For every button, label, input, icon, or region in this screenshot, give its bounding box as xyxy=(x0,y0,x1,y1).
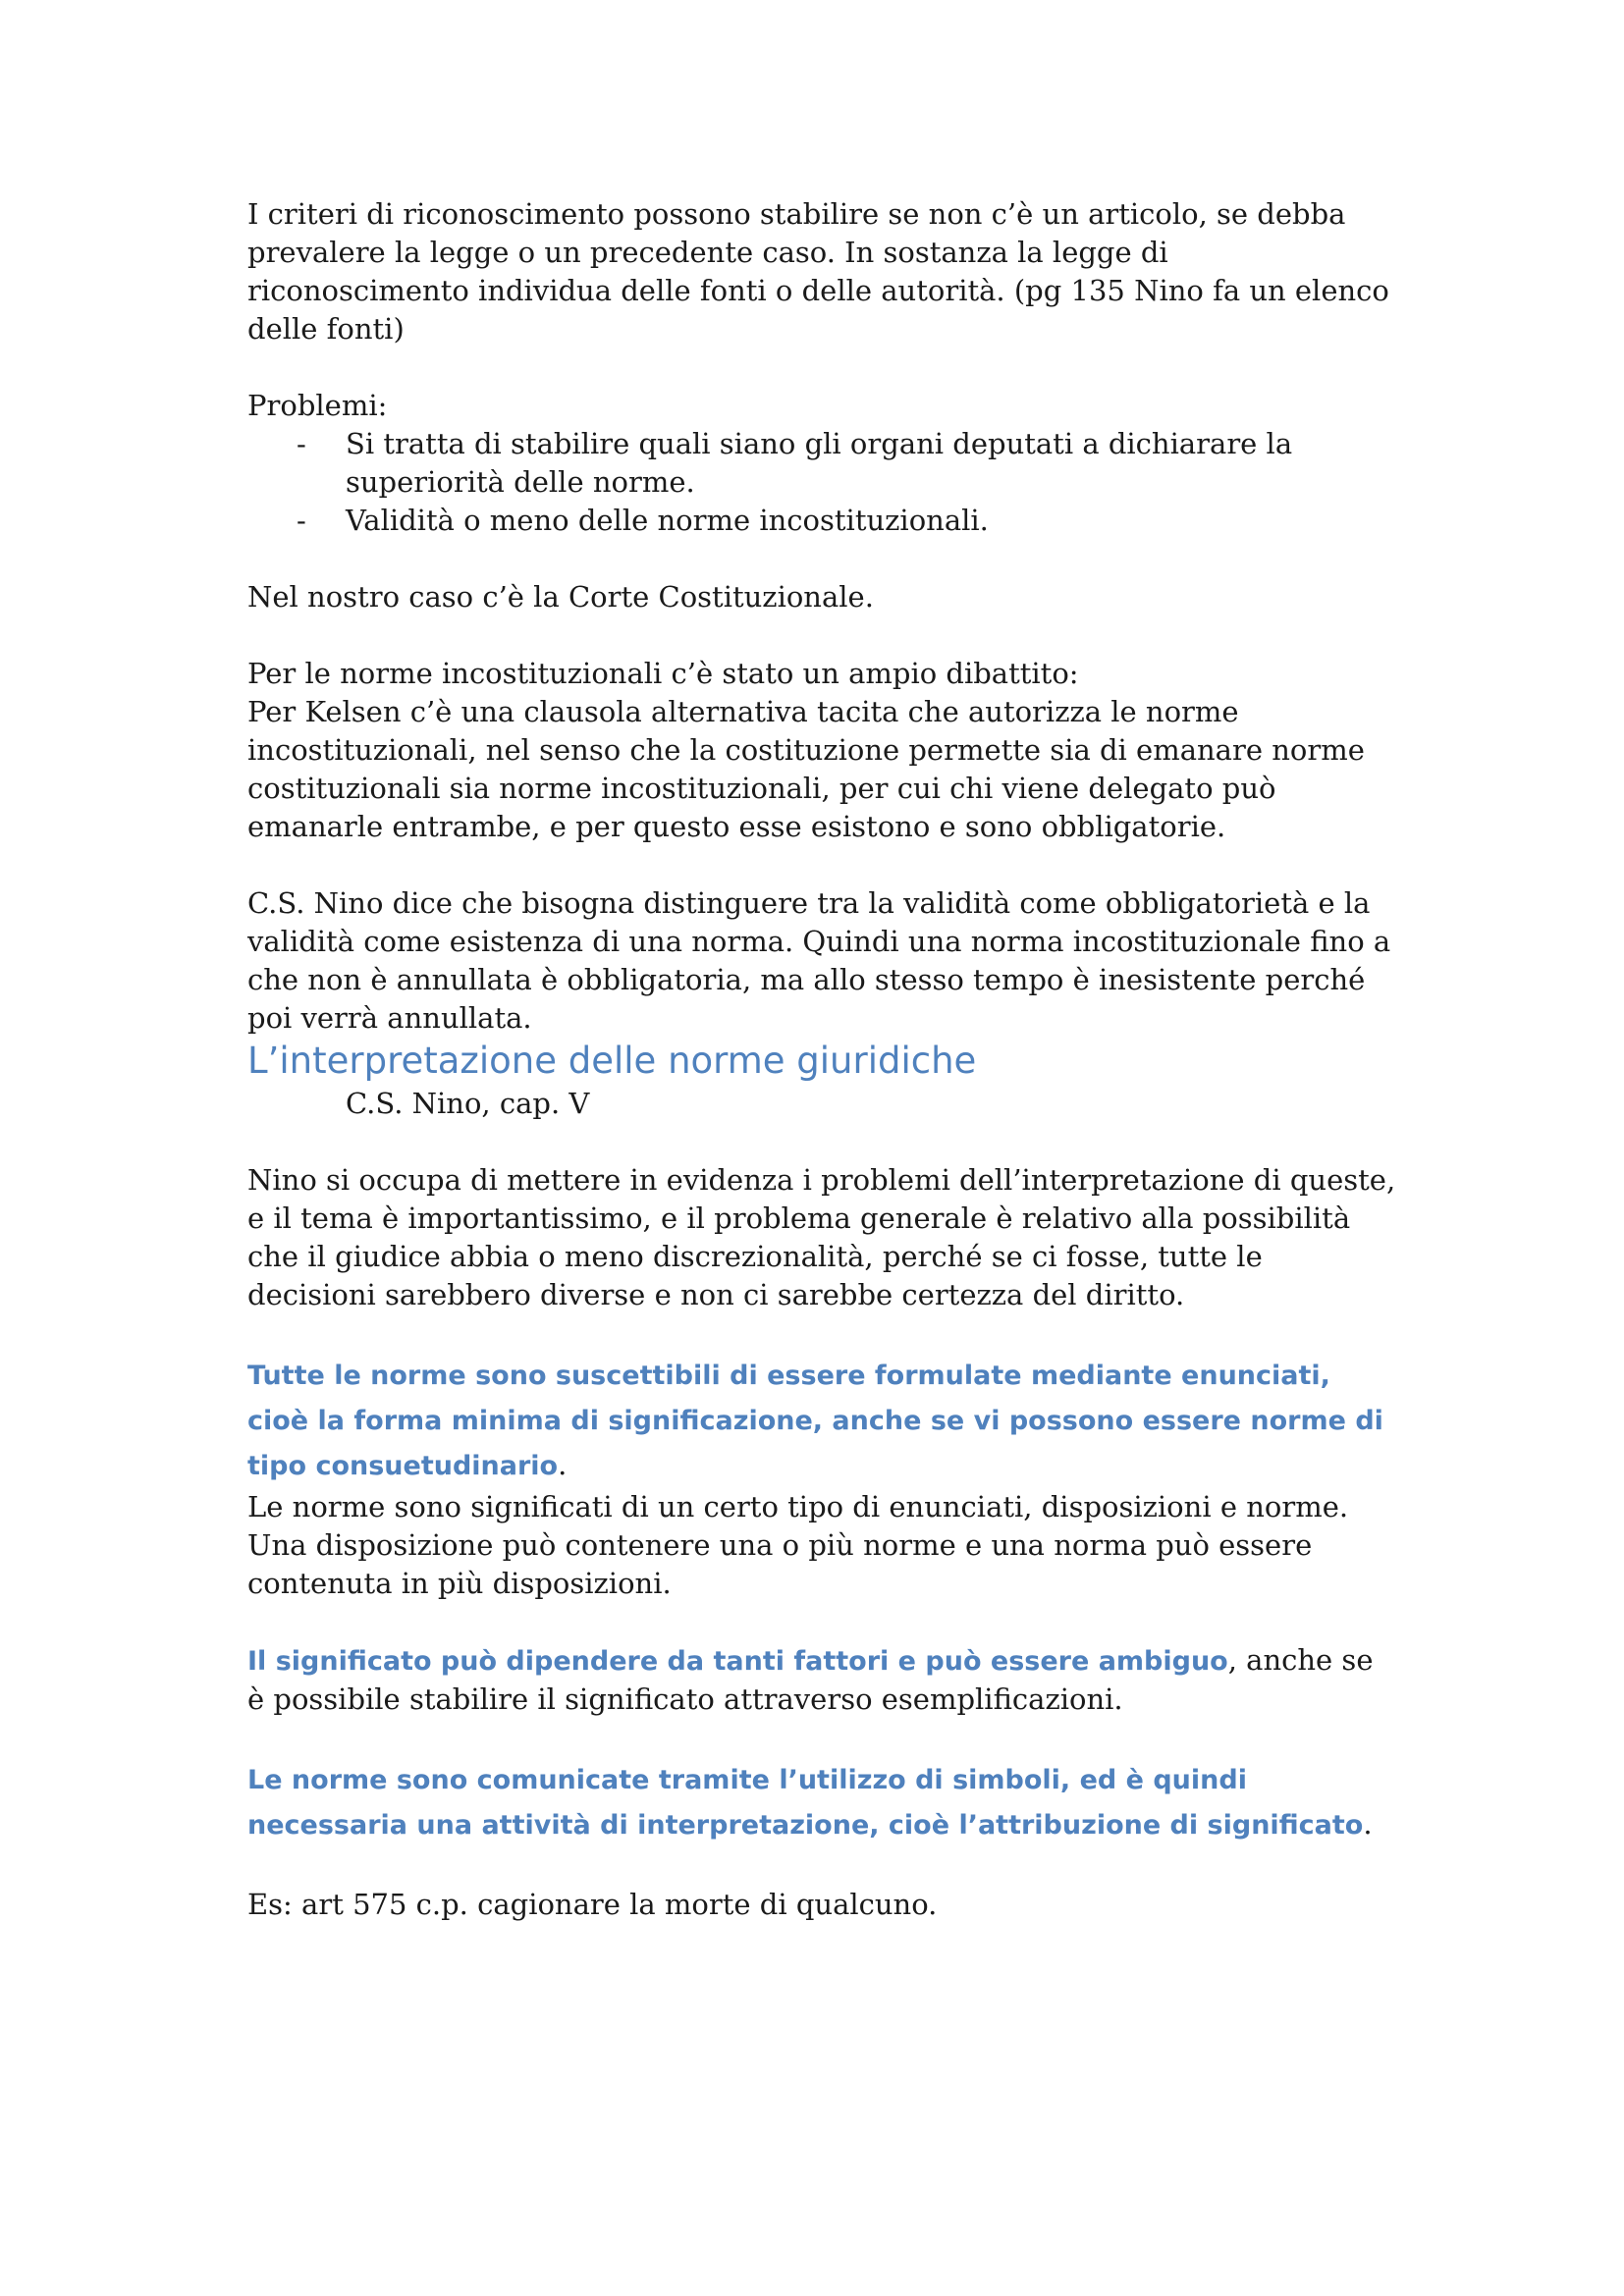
list-item xyxy=(247,502,1396,540)
section-heading: L’interpretazione delle norme giuridiche xyxy=(247,1040,977,1082)
section-subheading: C.S. Nino, cap. V xyxy=(346,1087,590,1120)
problems-list xyxy=(247,425,1396,540)
paragraph-recognition-criteria: I criteri di riconoscimento possono stabilire se non c’è un articolo, se debba prevalere la legge o un precedente caso. In sostanza la legge di riconoscimento individua delle fonti o delle autorità. (pg 135 Nino fa un elenco delle fonti) xyxy=(247,197,1389,346)
problems-label: Problemi: xyxy=(247,389,388,422)
list-item-text: Si tratta di stabilire quali siano gli organi deputati a dichiarare la superiorità delle norme. xyxy=(346,427,1293,499)
paragraph-debate-intro: Per le norme incostituzionali c’è stato un ampio dibattito: xyxy=(247,657,1079,690)
paragraph-tail: , anche se è possibile stabilire il significato attraverso esemplificazioni. xyxy=(247,1643,1374,1716)
paragraph-symbols xyxy=(247,1757,1396,1847)
paragraph-interpretation-problems: Nino si occupa di mettere in evidenza i problemi dell’interpretazione di queste, e il tema è importantissimo, e il problema generale è relativo alla possibilità che il giudice abbia o meno discrezionalità, perché se ci fosse, tutte le decisioni sarebbero diverse e non ci sarebbe certezza del diritto. xyxy=(247,1163,1396,1311)
paragraph-enunciati xyxy=(247,1353,1396,1488)
bullet-dash: - xyxy=(297,427,306,460)
paragraph-tail: . xyxy=(1363,1807,1373,1841)
document-body xyxy=(247,195,1396,1924)
list-item-text: Validità o meno delle norme incostituzionali. xyxy=(346,504,989,537)
highlighted-text: Il significato può dipendere da tanti fattori e può essere ambiguo xyxy=(247,1646,1228,1677)
paragraph-tail: . xyxy=(558,1448,568,1481)
paragraph-meaning xyxy=(247,1641,1396,1719)
paragraph-constitutional-court: Nel nostro caso c’è la Corte Costituzionale. xyxy=(247,580,874,614)
paragraph-example: Es: art 575 c.p. cagionare la morte di qualcuno. xyxy=(247,1888,938,1921)
paragraph-dispositions: Le norme sono significati di un certo tipo di enunciati, disposizioni e norme. Una disposizione può contenere una o più norme e una norma può essere contenuta in più disposizioni. xyxy=(247,1490,1349,1600)
bullet-dash: - xyxy=(297,504,306,537)
highlighted-text: Le norme sono comunicate tramite l’utilizzo di simboli, ed è quindi necessaria una attività di interpretazione, cioè l’attribuzione di significato xyxy=(247,1765,1364,1841)
list-item xyxy=(247,425,1396,502)
paragraph-kelsen: Per Kelsen c’è una clausola alternativa tacita che autorizza le norme incostituzionali, nel senso che la costituzione permette sia di emanare norme costituzionali sia norme incostituzionali, per cui chi viene delegato può emanarle entrambe, e per questo esse esistono e sono obbligatorie. xyxy=(247,695,1365,843)
paragraph-nino-validity: C.S. Nino dice che bisogna distinguere tra la validità come obbligatorietà e la validità come esistenza di una norma. Quindi una norma incostituzionale fino a che non è annullata è obbligatoria, ma allo stesso tempo è inesistente perché poi verrà annullata. xyxy=(247,886,1391,1035)
highlighted-text: Tutte le norme sono suscettibili di essere formulate mediante enunciati, cioè la forma minima di significazione, anche se vi possono essere norme di tipo consuetudinario xyxy=(247,1361,1383,1481)
